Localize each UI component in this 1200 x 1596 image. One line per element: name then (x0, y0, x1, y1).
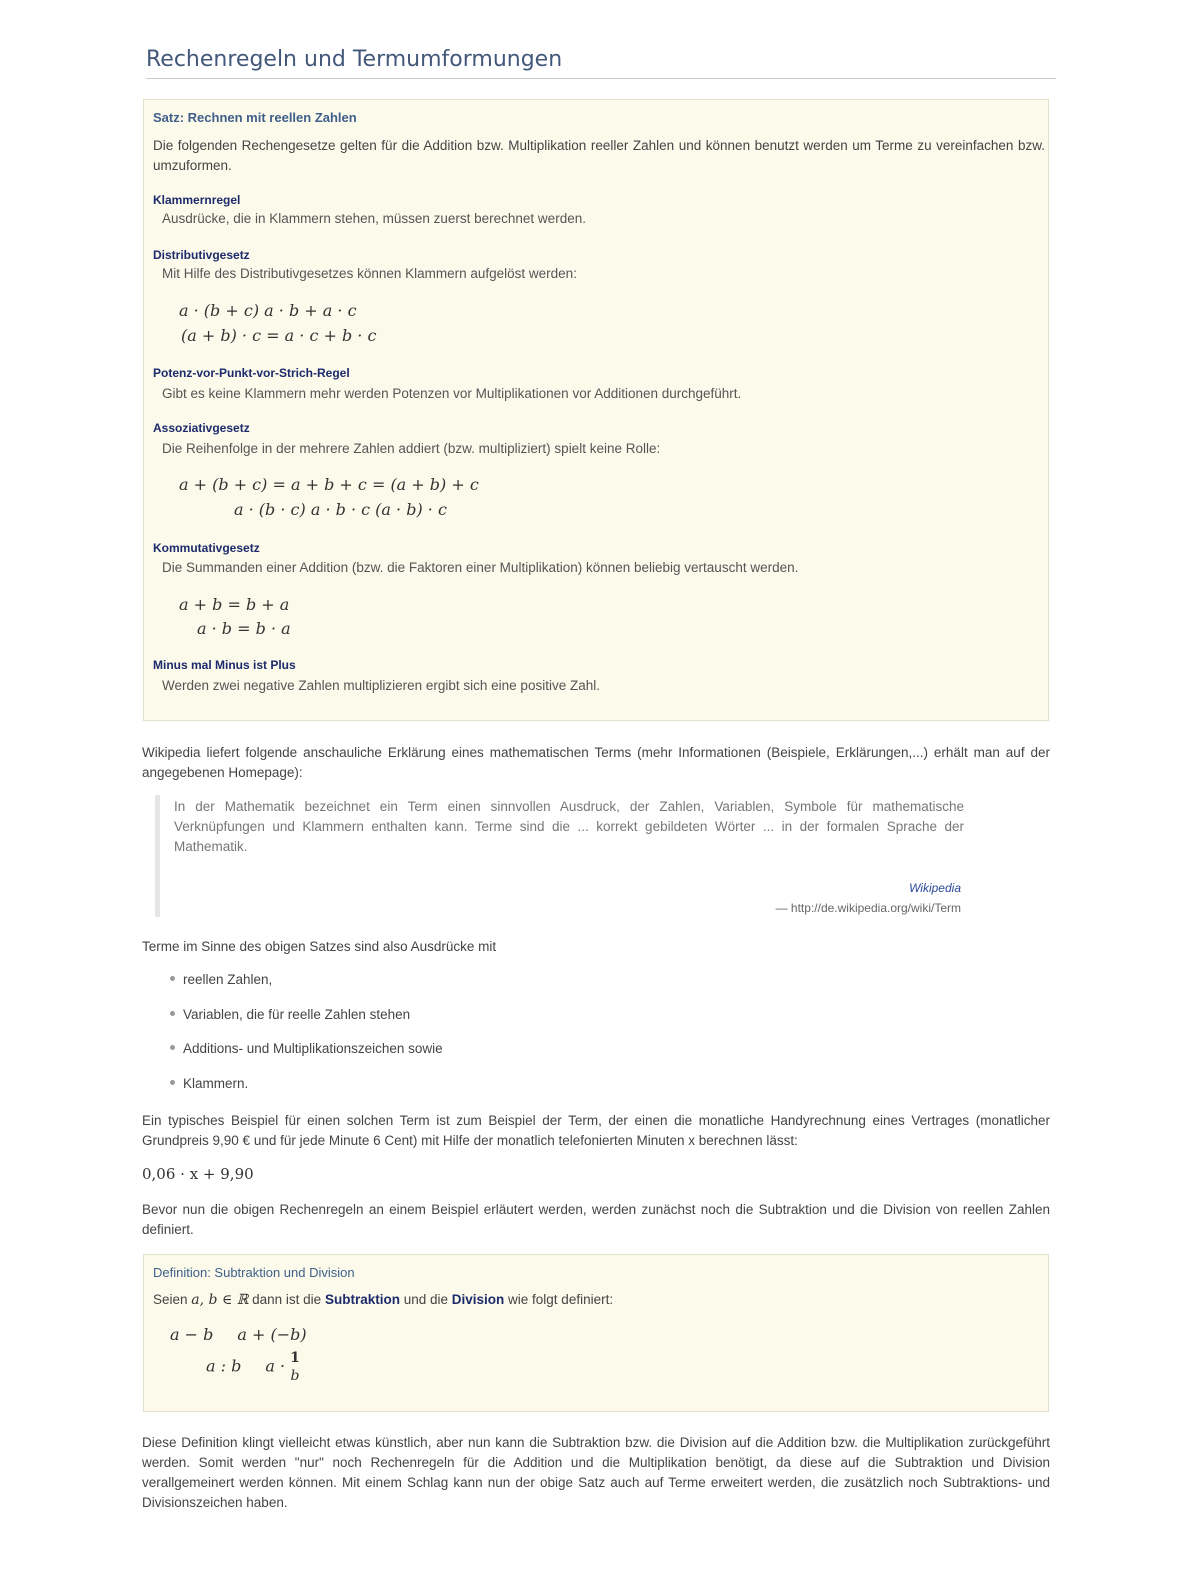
terms-intro: Terme im Sinne des obigen Satzes sind also Ausdrücke mit (142, 939, 497, 954)
definition-text-part: und die (399, 1292, 452, 1307)
definition-text-part: dann ist die (248, 1292, 325, 1307)
formula-division (206, 1349, 300, 1385)
term-list (170, 972, 443, 1110)
rule-text: Die Summanden einer Addition (bzw. die Faktoren einer Multiplikation) können beliebig vertauscht werden. (162, 560, 799, 575)
fraction-denominator: b (290, 1368, 300, 1384)
blockquote (155, 795, 975, 917)
wiki-intro: Wikipedia liefert folgende anschauliche Erklärung eines mathematischen Terms (mehr Informationen (Beispiele, Erklärungen,...) erhält man auf der angegebenen Homepage): (142, 745, 1050, 780)
before-definition: Bevor nun die obigen Rechenregeln an einem Beispiel erläutert werden, werden zunächst noch die Subtraktion und die Division von reellen Zahlen definiert. (142, 1202, 1050, 1237)
theorem-heading: Satz: Rechnen mit reellen Zahlen (153, 110, 357, 125)
formula: a · (b · c) a · b · c (a · b) · c (234, 500, 447, 519)
rule-heading: Assoziativgesetz (153, 421, 250, 435)
formula-left: a : b (206, 1356, 242, 1376)
formula: (a + b) · c = a · c + b · c (181, 326, 377, 345)
rule-text: Die Reihenfolge in der mehrere Zahlen addiert (bzw. multipliziert) spielt keine Rolle: (162, 441, 661, 456)
quote-source-link[interactable]: Wikipedia (909, 881, 961, 895)
definition-text (153, 1290, 613, 1310)
formula: a · (b + c) a · b + a · c (179, 301, 357, 320)
rule-heading: Distributivgesetz (153, 248, 250, 262)
definition-math: a, b ∈ ℝ (191, 1292, 249, 1308)
list-item (170, 1076, 443, 1111)
formula: a · b = b · a (197, 619, 291, 638)
list-item (170, 1007, 443, 1042)
division-keyword: Division (451, 1292, 505, 1307)
example-text: Ein typisches Beispiel für einen solchen Term ist zum Beispiel der Term, der einen die monatliche Handyrechnung eines Vertrages (monatlicher Grundpreis 9,90 € und für jede Minute 6 Cent) mit Hilfe der monatlich telefonierten Minuten x berechnen lässt: (142, 1113, 1050, 1148)
formula-subtraction (170, 1325, 307, 1344)
formula: a + b = b + a (179, 595, 290, 614)
fraction-numerator: 1 (290, 1350, 300, 1366)
list-item-text: Additions- und Multiplikationszeichen sowie (183, 1041, 443, 1056)
fraction (290, 1349, 300, 1385)
page-title: Rechenregeln und Termumformungen (146, 47, 1056, 79)
theorem-intro: Die folgenden Rechengesetze gelten für die Addition bzw. Multiplikation reeller Zahlen und können benutzt werden um Terme zu vereinfachen bzw. umzuformen. (153, 138, 1045, 173)
rule-text: Ausdrücke, die in Klammern stehen, müssen zuerst berechnet werden. (162, 211, 586, 226)
list-item-text: reellen Zahlen, (183, 972, 273, 987)
rule-heading: Klammernregel (153, 193, 241, 207)
subtraction-keyword: Subtraktion (324, 1292, 400, 1307)
list-item (170, 972, 443, 1007)
bullet-icon (170, 1080, 175, 1085)
rule-text: Werden zwei negative Zahlen multiplizieren ergibt sich eine positive Zahl. (162, 678, 600, 693)
definition-box (143, 1254, 1049, 1412)
bullet-icon (170, 1011, 175, 1016)
formula: a + (b + c) = a + b + c = (a + b) + c (179, 475, 479, 494)
definition-heading: Definition: Subtraktion und Division (153, 1265, 355, 1280)
rule-heading: Kommutativgesetz (153, 541, 260, 555)
rule-text: Mit Hilfe des Distributivgesetzes können Klammern aufgelöst werden: (162, 266, 577, 281)
list-item-text: Klammern. (183, 1075, 249, 1091)
list-item (170, 1041, 443, 1076)
rule-heading: Potenz-vor-Punkt-vor-Strich-Regel (153, 366, 350, 380)
quote-text: In der Mathematik bezeichnet ein Term einen sinnvollen Ausdruck, der Zahlen, Variablen, Symbole für mathematische Verknüpfungen und Klammern enthalten kann. Terme sind die ... korrekt gebildeten Wörter ... in der formalen Sprache der Mathematik. (174, 799, 964, 854)
formula-right: a · (265, 1356, 286, 1376)
example-formula: 0,06 · x + 9,90 (142, 1165, 254, 1183)
rule-text: Gibt es keine Klammern mehr werden Potenzen vor Multiplikationen vor Additionen durchgeführt. (162, 386, 742, 401)
quote-url: — http://de.wikipedia.org/wiki/Term (775, 901, 961, 915)
closing-text: Diese Definition klingt vielleicht etwas künstlich, aber nun kann die Subtraktion bzw. die Division auf die Addition bzw. die Multiplikation zurückgeführt werden. Somit werden "nur" noch Rechenregeln für die Addition und die Multiplikation benötigt, da diese auf die Subtraktion und Division verallgemeinert werden können. Mit einem Schlag kann nun der obige Satz auch auf Terme erweitert werden, die zusätzlich noch Subtraktions- und Divisionszeichen haben. (142, 1435, 1050, 1510)
definition-text-part: Seien (153, 1292, 192, 1307)
theorem-box (143, 99, 1049, 721)
definition-text-part: wie folgt definiert: (504, 1292, 614, 1307)
formula-right: a + (−b) (237, 1325, 307, 1344)
formula-left: a − b (170, 1325, 214, 1344)
bullet-icon (170, 976, 175, 981)
list-item-text: Variablen, die für reelle Zahlen stehen (183, 1006, 411, 1022)
rule-heading: Minus mal Minus ist Plus (153, 658, 296, 672)
bullet-icon (170, 1045, 175, 1050)
